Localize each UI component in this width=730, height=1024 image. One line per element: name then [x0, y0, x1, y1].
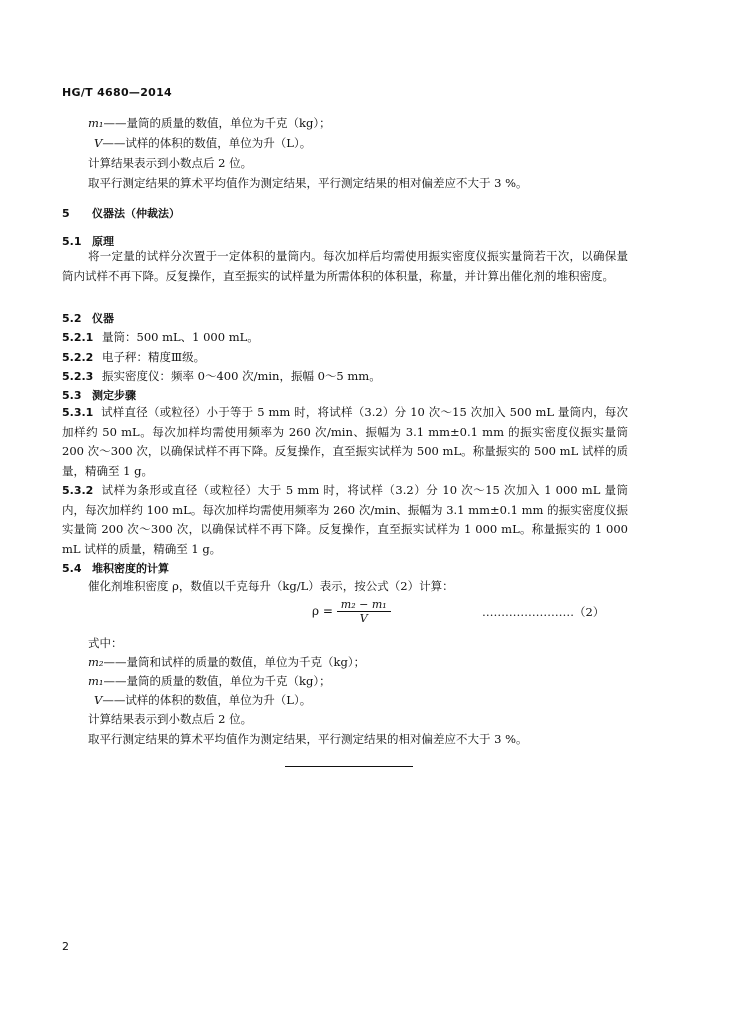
formula-dots: …………………… — [482, 605, 574, 619]
def-m1 — [88, 673, 331, 689]
formula-numerator: m₂ − m₁ — [337, 598, 391, 612]
section-5-2-2 — [62, 349, 205, 365]
section-5-4-intro: 催化剂堆积密度 ρ，数值以千克每升（kg/L）表示，按公式（2）计算： — [88, 579, 454, 593]
section-title: 堆积密度的计算 — [92, 562, 169, 575]
section-5-2-heading — [62, 310, 114, 326]
section-number: 5.2 — [62, 312, 82, 325]
section-5-2-3 — [62, 368, 381, 384]
symbol: m₁ — [88, 116, 104, 130]
clause-number: 5.2.3 — [62, 370, 94, 383]
clause-text: 试样为条形或直径（或粒径）大于 5 mm 时，将试样（3.2）分 10 次～15 次加入 1 000 mL 量筒内，每次加样约 100 mL。每次加样均需使用频率为 260 次/min、振幅为 3.1 mm±0.1 mm 的振实密度仪振实量筒 200 次～300 次，以确保试样不再下降。反复操作，直至振实试样为 1 000 mL。称量振实的 1 000 mL 试样的质量，精确至 1 g。 — [62, 483, 628, 556]
formula-number — [482, 604, 604, 620]
section-title: 原理 — [92, 235, 114, 248]
clause-number: 5.3.1 — [62, 406, 94, 419]
section-5-3-heading — [62, 387, 136, 403]
symbol: V — [94, 136, 103, 150]
section-5-2-1 — [62, 329, 259, 345]
section-title: 测定步骤 — [92, 389, 136, 402]
density-formula — [312, 598, 391, 625]
where-label: 式中： — [88, 636, 123, 650]
top-result-precision: 计算结果表示到小数点后 2 位。 — [88, 156, 253, 170]
section-5-3-1 — [62, 403, 628, 481]
symbol: m₂ — [88, 655, 104, 669]
section-5-3-2 — [62, 481, 628, 559]
clause-text: 量筒：500 mL、1 000 mL。 — [102, 330, 259, 344]
clause-text: 试样直径（或粒径）小于等于 5 mm 时，将试样（3.2）分 10 次～15 次加入 500 mL 量筒内，每次加样约 50 mL。每次加样均需使用频率为 260 次/min、振幅为 3.1 mm±0.1 mm 的振实密度仪振实量筒 200 次～300 次，以确保试样不再下降。反复操作，直至振实试样为 500 mL。称量振实的 500 mL 试样的质量，精确至 1 g。 — [62, 405, 628, 478]
section-title: 仪器法（仲裁法） — [92, 207, 180, 220]
section-number: 5.3 — [62, 389, 82, 402]
clause-number: 5.2.1 — [62, 331, 94, 344]
section-title: 仪器 — [92, 312, 114, 325]
symbol: V — [94, 693, 103, 707]
clause-text: 电子秤：精度Ⅲ级。 — [102, 350, 206, 364]
section-number: 5 — [62, 207, 70, 220]
section-5-4-heading — [62, 560, 169, 576]
definition: ——量筒的质量的数值，单位为千克（kg）； — [103, 116, 331, 130]
def-v — [94, 692, 311, 708]
clause-text: 振实密度仪：频率 0～400 次/min，振幅 0～5 mm。 — [102, 369, 381, 383]
top-def-m1 — [88, 115, 331, 131]
formula-label: （2） — [574, 605, 605, 619]
definition: ——量筒的质量的数值，单位为千克（kg）； — [103, 674, 331, 688]
def-m2 — [88, 654, 365, 670]
formula-denominator: V — [359, 612, 368, 625]
top-result-deviation: 取平行测定结果的算术平均值作为测定结果，平行测定结果的相对偏差应不大于 3 %。 — [88, 176, 528, 190]
top-def-v — [94, 135, 311, 151]
result-precision: 计算结果表示到小数点后 2 位。 — [88, 712, 253, 726]
page-number: 2 — [62, 940, 69, 953]
clause-number: 5.2.2 — [62, 351, 94, 364]
definition: ——量筒和试样的质量的数值，单位为千克（kg）； — [103, 655, 366, 669]
section-5-heading — [62, 205, 180, 221]
section-number: 5.1 — [62, 235, 82, 248]
standard-code-header: HG/T 4680—2014 — [62, 86, 173, 99]
definition: ——试样的体积的数值，单位为升（L）。 — [102, 136, 312, 150]
definition: ——试样的体积的数值，单位为升（L）。 — [102, 693, 312, 707]
symbol: m₁ — [88, 674, 104, 688]
result-deviation: 取平行测定结果的算术平均值作为测定结果，平行测定结果的相对偏差应不大于 3 %。 — [88, 732, 528, 746]
clause-number: 5.3.2 — [62, 484, 94, 497]
formula-lhs: ρ = — [312, 604, 333, 618]
end-divider — [285, 766, 413, 767]
section-5-1-body: 将一定量的试样分次置于一定体积的量筒内。每次加样后均需使用振实密度仪振实量筒若干次，以确保量筒内试样不再下降。反复操作，直至振实的试样量为所需体积的体积量，称量，并计算出催化剂的堆积密度。 — [62, 249, 628, 283]
section-number: 5.4 — [62, 562, 82, 575]
formula-fraction — [337, 598, 391, 625]
